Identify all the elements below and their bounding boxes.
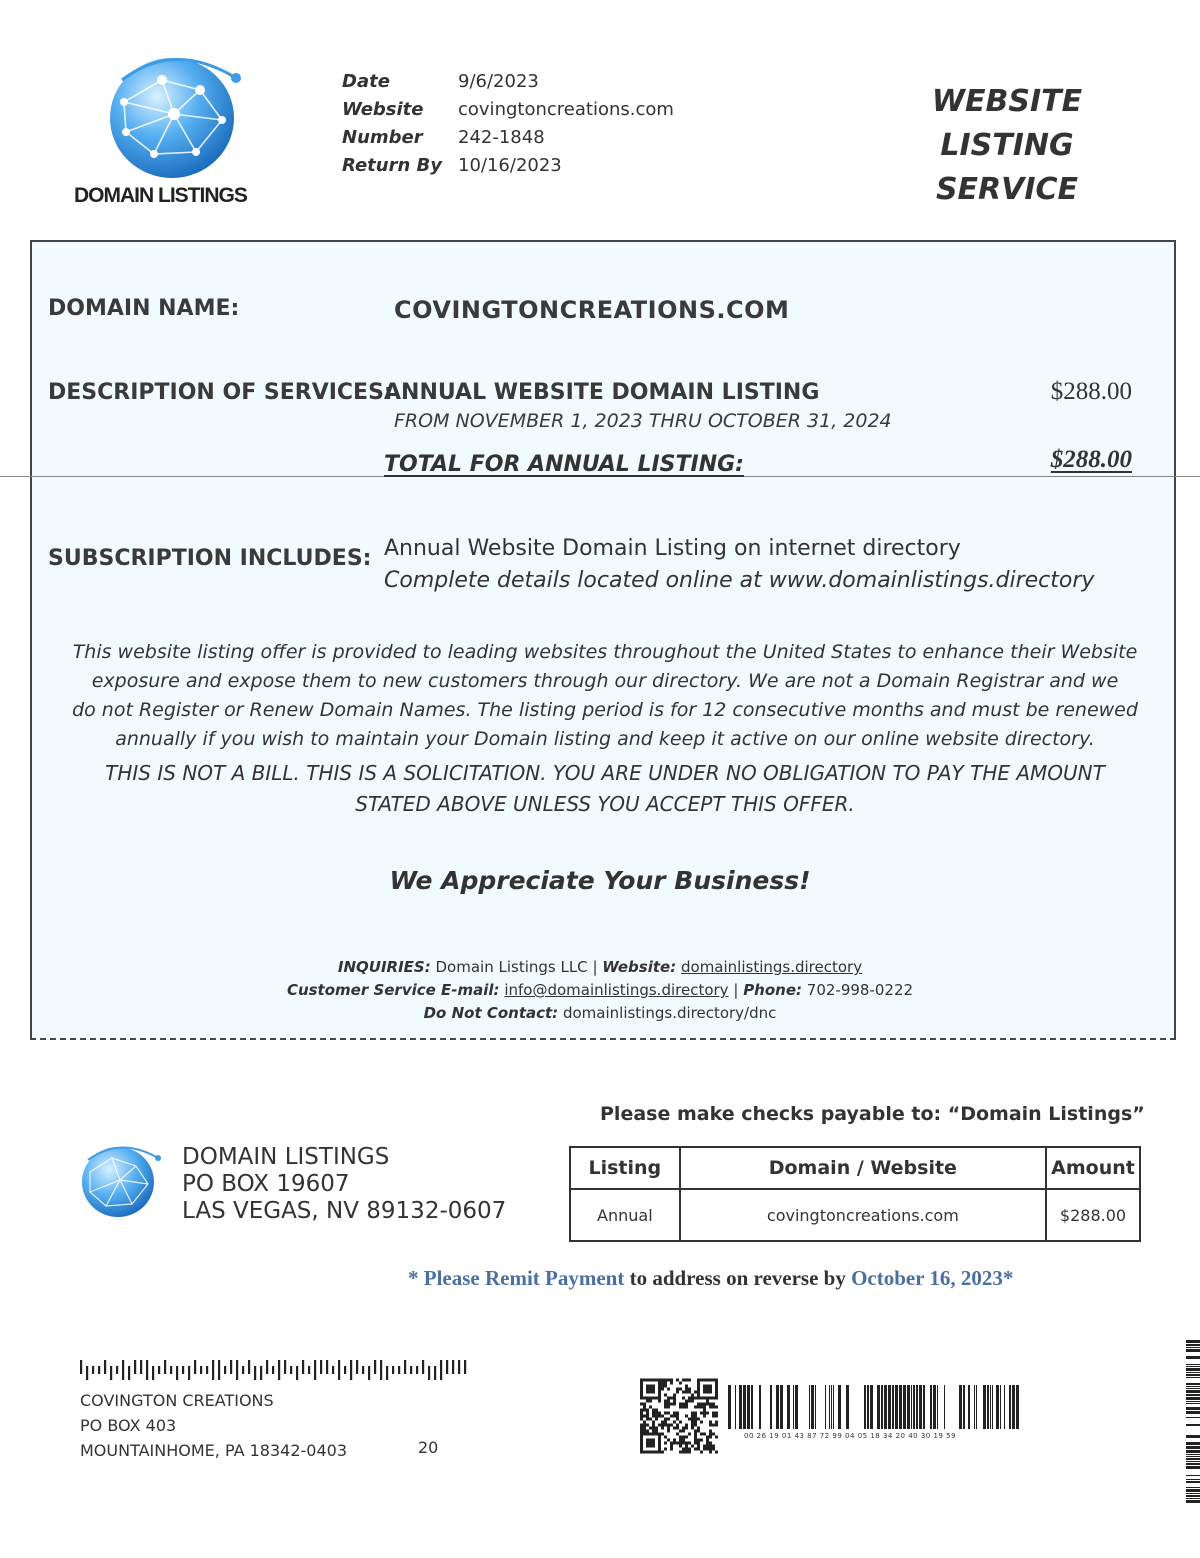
- barcode-digits: 00 26 19 01 43 87 72 99 04 05 18 34 20 40 30 19 59: [744, 1432, 957, 1440]
- phone-label: Phone:: [743, 981, 803, 999]
- listing-period: FROM NOVEMBER 1, 2023 THRU OCTOBER 31, 2024: [394, 410, 892, 432]
- title-line-2: SERVICE: [935, 172, 1079, 207]
- notice-line: THIS IS NOT A BILL. THIS IS A SOLICITATION. YOU ARE UNDER NO OBLIGATION TO PAY THE AMOUNT: [105, 761, 1105, 785]
- cell-amount: $288.00: [1046, 1189, 1140, 1241]
- total-amount: $288.00: [1050, 446, 1132, 473]
- remit-middle-text: to address on reverse by: [624, 1266, 852, 1290]
- remit-payment-text: * Please Remit Payment: [408, 1266, 625, 1290]
- subscription-line-2: Complete details located online at www.domainlistings.directory: [384, 568, 1095, 593]
- document-title: [862, 80, 1152, 212]
- notice-line: STATED ABOVE UNLESS YOU ACCEPT THIS OFFER.: [355, 792, 855, 816]
- thanks-message: We Appreciate Your Business!: [389, 866, 811, 895]
- document-meta: [342, 68, 674, 180]
- number-value: 242-1848: [458, 127, 545, 148]
- solicitation-notice: [60, 758, 1150, 820]
- remit-address-line: LAS VEGAS, NV 89132-0607: [182, 1198, 507, 1224]
- date-label: Date: [342, 71, 390, 92]
- phone-value: 702-998-0222: [806, 981, 914, 999]
- remit-address-line: DOMAIN LISTINGS: [182, 1144, 390, 1170]
- website-link[interactable]: domainlistings.directory: [681, 958, 863, 976]
- logo-text: DOMAIN LISTINGS: [74, 184, 247, 207]
- linear-barcode: [728, 1385, 1026, 1429]
- table-row: [570, 1189, 1140, 1241]
- column-header-listing: Listing: [570, 1147, 680, 1189]
- separator: |: [733, 981, 739, 999]
- do-not-contact-value: domainlistings.directory/dnc: [562, 1004, 777, 1022]
- domain-name-label: DOMAIN NAME:: [48, 296, 240, 321]
- edge-barcode: [1186, 1332, 1200, 1506]
- separator: |: [592, 958, 598, 976]
- return-by-label: Return By: [342, 155, 443, 176]
- title-line-1: WEBSITE LISTING: [931, 84, 1083, 163]
- do-not-contact-label: Do Not Contact:: [423, 1004, 559, 1022]
- date-value: 9/6/2023: [458, 71, 539, 92]
- website-label: Website: [342, 99, 424, 120]
- mailing-address: [80, 1388, 347, 1463]
- qr-code: [640, 1378, 718, 1454]
- remit-address-line: PO BOX 19607: [182, 1171, 350, 1197]
- email-label: Customer Service E-mail:: [286, 981, 500, 999]
- table-header-row: [570, 1147, 1140, 1189]
- remit-globe-icon: [78, 1140, 164, 1220]
- mailing-address-line: PO BOX 403: [80, 1416, 177, 1435]
- inquiries-value: Domain Listings LLC: [435, 958, 588, 976]
- checks-payable-text: Please make checks payable to: “Domain Listings”: [600, 1103, 1145, 1125]
- mailing-code: 20: [418, 1438, 439, 1457]
- remit-due-date: October 16, 2023*: [851, 1266, 1014, 1290]
- website-label: Website:: [602, 958, 677, 976]
- postal-barcode: [80, 1358, 472, 1382]
- return-by-value: 10/16/2023: [458, 155, 562, 176]
- remit-table: [569, 1146, 1141, 1242]
- remit-address: [182, 1144, 506, 1225]
- inquiries-label: INQUIRIES:: [337, 958, 431, 976]
- subscription-label: SUBSCRIPTION INCLUDES:: [48, 546, 372, 571]
- subscription-line-1: Annual Website Domain Listing on internet directory: [384, 536, 961, 561]
- offer-line: This website listing offer is provided to leading websites throughout the United States to enhance their Website: [72, 641, 1138, 663]
- cell-domain: covingtoncreations.com: [680, 1189, 1046, 1241]
- cell-listing: Annual: [570, 1189, 680, 1241]
- email-link[interactable]: info@domainlistings.directory: [504, 981, 729, 999]
- domain-name-value: COVINGTONCREATIONS.COM: [394, 296, 790, 324]
- offer-line: exposure and expose them to new customers through our directory. We are not a Domain Registrar and we: [91, 670, 1119, 692]
- offer-paragraph: [60, 638, 1150, 754]
- total-label: TOTAL FOR ANNUAL LISTING:: [384, 452, 744, 477]
- domain-listings-globe-logo: [104, 50, 250, 182]
- offer-line: annually if you wish to maintain your Domain listing and keep it active on our online website directory.: [115, 728, 1095, 750]
- description-value: ANNUAL WEBSITE DOMAIN LISTING: [384, 380, 820, 405]
- column-header-domain: Domain / Website: [680, 1147, 1046, 1189]
- description-label: DESCRIPTION OF SERVICES:: [48, 380, 393, 405]
- description-amount: $288.00: [1050, 378, 1132, 405]
- website-value: covingtoncreations.com: [458, 99, 674, 120]
- contact-info: [200, 956, 1000, 1025]
- column-header-amount: Amount: [1046, 1147, 1140, 1189]
- mailing-address-line: COVINGTON CREATIONS: [80, 1391, 274, 1410]
- number-label: Number: [342, 127, 423, 148]
- offer-line: do not Register or Renew Domain Names. The listing period is for 12 consecutive months and must be renewed: [72, 699, 1138, 721]
- mailing-address-line: MOUNTAINHOME, PA 18342-0403: [80, 1441, 347, 1460]
